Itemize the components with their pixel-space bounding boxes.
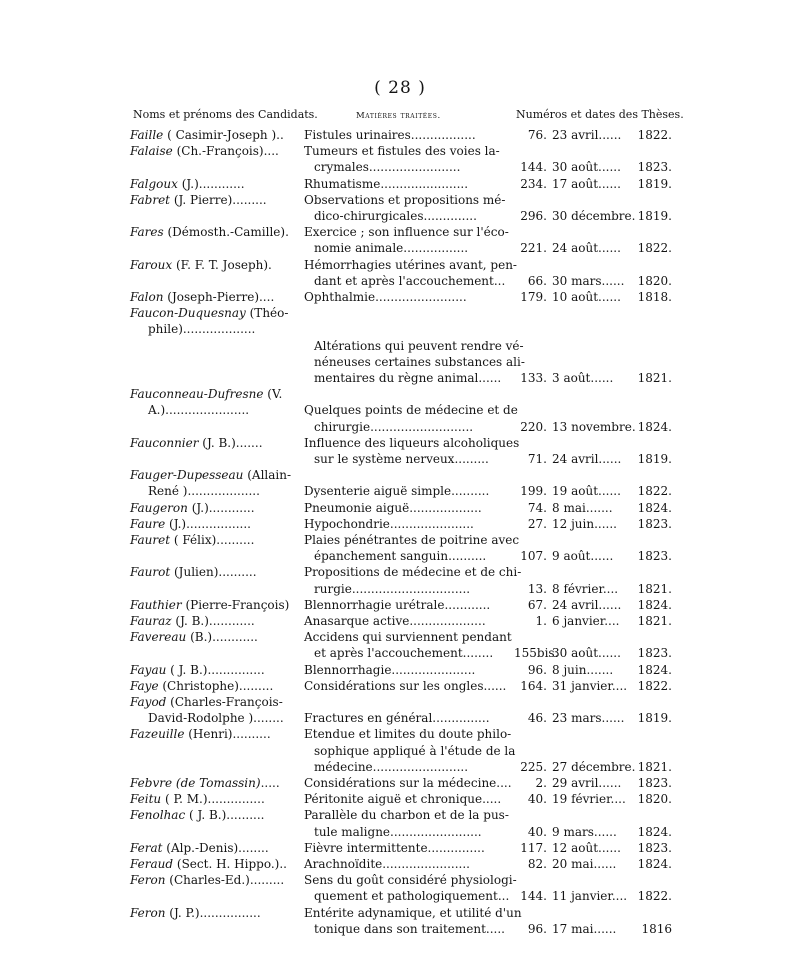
thesis-subject: dant et après l'accouchement... xyxy=(314,273,506,288)
candidate-name xyxy=(130,905,302,922)
thesis-number: 144. xyxy=(520,160,547,175)
thesis-subject: Influence des liqueurs alcoholiques xyxy=(304,435,520,450)
thesis-year: 1819. xyxy=(637,176,672,191)
thesis-subject: Hypochondrie...................... xyxy=(304,516,474,531)
thesis-number: 107. xyxy=(520,549,547,564)
candidate-given-names: (B.)............ xyxy=(186,630,258,645)
candidate-surname: Fauconneau-Dufresne xyxy=(130,387,264,402)
thesis-year: 1821. xyxy=(637,614,672,628)
thesis-year: 1824. xyxy=(637,597,672,612)
candidate-given-names: A.)...................... xyxy=(148,403,250,418)
thesis-subject: Blennorrhagie...................... xyxy=(304,662,476,677)
list-line xyxy=(0,824,800,841)
thesis-date: 10 août...... xyxy=(552,290,621,304)
thesis-number: 74. xyxy=(527,500,547,515)
thesis-year: 1823. xyxy=(637,160,672,175)
candidate-name xyxy=(130,678,302,695)
candidate-given-names: ( J. B.).......... xyxy=(185,808,265,823)
column-header-subjects: Matières traitées. xyxy=(356,111,441,121)
candidate-given-names: (Charles-Ed.)......... xyxy=(165,873,285,888)
thesis-date: 29 avril...... xyxy=(552,776,622,790)
thesis-subject: chirurgie........................... xyxy=(314,419,474,434)
thesis-year: 1821. xyxy=(637,759,672,774)
thesis-subject: tule maligne........................ xyxy=(314,824,482,839)
thesis-subject: Tumeurs et fistules des voies la- xyxy=(304,144,500,159)
thesis-date: 9 août...... xyxy=(552,549,614,564)
list-line xyxy=(0,354,800,371)
candidate-given-names: ( Casimir-Joseph ).. xyxy=(163,128,284,142)
list-line xyxy=(0,159,800,176)
candidate-surname: Fauconnier xyxy=(130,435,199,450)
candidate-surname: Fauger-Dupesseau xyxy=(130,468,244,483)
thesis-number: 220. xyxy=(520,419,547,434)
candidate-surname: Falgoux xyxy=(130,176,178,191)
candidate-name xyxy=(148,483,302,500)
thesis-subject: crymales........................ xyxy=(314,160,461,175)
candidate-surname: Fauraz xyxy=(130,614,172,628)
thesis-date: 8 mai....... xyxy=(552,500,613,515)
thesis-subject: néneuses certaines substances ali- xyxy=(314,354,525,369)
candidate-name xyxy=(130,726,302,743)
thesis-date: 30 août...... xyxy=(552,160,621,175)
thesis-subject: Accidens qui surviennent pendant xyxy=(304,630,512,645)
thesis-subject: Rhumatisme....................... xyxy=(304,176,469,191)
page-number: ( 28 ) xyxy=(374,78,426,98)
candidate-name xyxy=(130,143,302,160)
list-line xyxy=(0,516,800,533)
list-line xyxy=(0,743,800,760)
thesis-subject: Plaies pénétrantes de poitrine avec xyxy=(304,533,520,547)
thesis-date: 6 janvier.... xyxy=(552,614,620,628)
candidate-name xyxy=(130,613,302,630)
thesis-number: 117. xyxy=(520,840,547,855)
thesis-number: 144. xyxy=(520,889,547,904)
thesis-subject: épanchement sanguin.......... xyxy=(314,549,487,564)
candidate-given-names: (Joseph-Pierre).... xyxy=(163,290,275,304)
list-line xyxy=(0,694,800,711)
candidate-given-names: (F. F. T. Joseph). xyxy=(172,257,272,272)
candidate-name xyxy=(130,305,302,322)
thesis-number: 1. xyxy=(535,614,547,628)
thesis-year: 1824. xyxy=(637,419,672,434)
thesis-date: 8 juin....... xyxy=(552,662,614,677)
candidate-surname: Feraud xyxy=(130,857,174,871)
thesis-number: 40. xyxy=(527,824,547,839)
candidate-given-names: ( Félix).......... xyxy=(170,533,255,547)
list-line xyxy=(0,289,800,306)
thesis-date: 13 novembre. xyxy=(552,419,636,434)
list-line xyxy=(0,224,800,241)
thesis-subject: Hémorrhagies utérines avant, pen- xyxy=(304,257,517,272)
candidate-name xyxy=(130,467,302,484)
thesis-year: 1823. xyxy=(637,840,672,855)
candidate-surname: Faurot xyxy=(130,565,171,580)
candidate-name xyxy=(148,710,302,727)
thesis-date: 11 janvier.... xyxy=(552,889,628,904)
list-line xyxy=(0,662,800,679)
list-line xyxy=(0,370,800,387)
candidate-given-names: (J. B.)............ xyxy=(171,614,255,628)
candidate-surname: Fauthier xyxy=(130,597,182,612)
column-header-names: Noms et prénoms des Candidats. xyxy=(133,108,318,121)
thesis-year: 1823. xyxy=(637,516,672,531)
thesis-subject: Dysenterie aiguë simple.......... xyxy=(304,484,490,499)
candidate-name xyxy=(130,629,302,646)
candidate-name xyxy=(148,321,302,338)
candidate-given-names: (J. P.)................ xyxy=(165,905,261,920)
thesis-number: 46. xyxy=(527,711,547,726)
thesis-subject: Etendue et limites du doute philo- xyxy=(304,727,512,742)
thesis-subject: Fièvre intermittente............... xyxy=(304,840,485,855)
candidate-surname: Falon xyxy=(130,290,164,304)
thesis-subject: Considérations sur les ongles...... xyxy=(304,678,507,693)
thesis-subject: Blennorrhagie urétrale............ xyxy=(304,597,491,612)
candidate-given-names: (Sect. H. Hippo.).. xyxy=(173,857,287,871)
list-line xyxy=(0,386,800,403)
thesis-subject: Arachnoïdite....................... xyxy=(304,857,470,871)
candidate-name xyxy=(130,500,302,517)
candidate-given-names: (Théo- xyxy=(245,306,289,321)
thesis-subject: tonique dans son traitement..... xyxy=(314,921,505,936)
list-line xyxy=(0,500,800,517)
list-line xyxy=(0,872,800,889)
candidate-name xyxy=(130,532,302,549)
thesis-number: 40. xyxy=(527,792,547,807)
list-line xyxy=(0,240,800,257)
thesis-year: 1822. xyxy=(637,241,672,256)
thesis-number: 66. xyxy=(527,273,547,288)
thesis-subject: quement et pathologiquement... xyxy=(314,889,510,904)
thesis-subject: Anasarque active.................... xyxy=(304,614,486,628)
thesis-number: 179. xyxy=(520,290,547,304)
thesis-number: 96. xyxy=(527,921,547,936)
candidate-surname: Fazeuille xyxy=(130,727,185,742)
list-line xyxy=(0,192,800,209)
thesis-number: 67. xyxy=(527,597,547,612)
candidate-surname: Febvre (de Tomassin) xyxy=(130,776,261,790)
thesis-date: 8 février.... xyxy=(552,581,619,596)
candidate-given-names: (J. Pierre)......... xyxy=(170,192,267,207)
list-line xyxy=(0,921,800,938)
thesis-date: 3 août...... xyxy=(552,371,614,385)
candidate-surname: Falaise xyxy=(130,144,173,159)
thesis-date: 12 juin...... xyxy=(552,516,617,531)
thesis-subject: Observations et propositions mé- xyxy=(304,192,506,207)
thesis-year: 1816 xyxy=(641,921,672,936)
candidate-surname: Feitu xyxy=(130,792,162,807)
list-line xyxy=(0,888,800,905)
candidate-surname: Faucon-Duquesnay xyxy=(130,306,246,321)
candidate-name xyxy=(130,662,302,679)
list-line xyxy=(0,176,800,193)
thesis-subject: Entérite adynamique, et utilité d'un xyxy=(304,905,522,920)
list-line xyxy=(0,208,800,225)
candidate-surname: Favereau xyxy=(130,630,187,645)
thesis-year: 1823. xyxy=(637,646,672,661)
candidate-name xyxy=(130,791,302,808)
candidate-given-names: René )................... xyxy=(148,484,260,499)
thesis-year: 1821. xyxy=(637,371,672,385)
thesis-number: 199. xyxy=(520,484,547,499)
list-line xyxy=(0,791,800,808)
thesis-date: 24 avril...... xyxy=(552,452,622,466)
candidate-name xyxy=(130,807,302,824)
thesis-year: 1823. xyxy=(637,776,672,790)
list-line xyxy=(0,807,800,824)
thesis-year: 1822. xyxy=(637,484,672,499)
thesis-number: 234. xyxy=(520,176,547,191)
list-line xyxy=(0,402,800,419)
thesis-subject: dico-chirurgicales.............. xyxy=(314,209,477,223)
candidate-surname: Fayod xyxy=(130,695,167,709)
candidate-given-names: phile)................... xyxy=(148,322,256,337)
list-line xyxy=(0,273,800,290)
thesis-number: 225. xyxy=(520,759,547,774)
candidate-name xyxy=(130,694,302,711)
list-line xyxy=(0,548,800,565)
candidate-name xyxy=(130,597,302,614)
candidate-surname: Fares xyxy=(130,225,164,240)
candidate-given-names: ( P. M.)............... xyxy=(161,792,265,807)
thesis-year: 1824. xyxy=(637,500,672,515)
list-line xyxy=(0,451,800,468)
thesis-year: 1824. xyxy=(637,824,672,839)
list-line xyxy=(0,710,800,727)
thesis-subject: Fractures en général............... xyxy=(304,711,490,726)
candidate-name xyxy=(130,386,302,403)
thesis-date: 9 mars...... xyxy=(552,824,617,839)
thesis-date: 17 août...... xyxy=(552,176,621,191)
candidate-given-names: (Ch.-François).... xyxy=(172,144,279,159)
thesis-date: 24 avril...... xyxy=(552,597,622,612)
candidate-surname: Fabret xyxy=(130,192,171,207)
thesis-date: 17 mai...... xyxy=(552,921,617,936)
thesis-date: 27 décembre. xyxy=(552,759,636,774)
thesis-year: 1818. xyxy=(637,290,672,304)
candidate-surname: Faille xyxy=(130,128,164,142)
list-line xyxy=(0,645,800,662)
thesis-date: 31 janvier.... xyxy=(552,678,628,693)
thesis-subject: mentaires du règne animal...... xyxy=(314,371,502,385)
candidate-name xyxy=(130,564,302,581)
thesis-number: 2. xyxy=(535,776,547,790)
thesis-date: 20 mai...... xyxy=(552,857,617,871)
candidate-surname: Faroux xyxy=(130,257,173,272)
candidate-name xyxy=(130,289,302,306)
thesis-subject: Altérations qui peuvent rendre vé- xyxy=(314,338,524,353)
list-line xyxy=(0,905,800,922)
thesis-subject: Pneumonie aiguë................... xyxy=(304,500,482,515)
thesis-number: 13. xyxy=(527,581,547,596)
candidate-given-names: (Christophe)......... xyxy=(158,678,274,693)
list-line xyxy=(0,726,800,743)
list-line xyxy=(0,581,800,598)
candidate-name xyxy=(130,192,302,209)
list-line xyxy=(0,597,800,614)
candidate-surname: Faye xyxy=(130,678,159,693)
candidate-given-names: (Pierre-François) xyxy=(181,597,290,612)
candidate-given-names: (J. B.)....... xyxy=(198,435,263,450)
candidate-given-names: (Allain- xyxy=(243,468,292,483)
list-line xyxy=(0,483,800,500)
thesis-date: 19 février.... xyxy=(552,792,626,807)
candidate-surname: Fenolhac xyxy=(130,808,186,823)
thesis-number: 82. xyxy=(527,857,547,871)
list-line xyxy=(0,435,800,452)
candidate-given-names: (Alp.-Denis)........ xyxy=(162,840,269,855)
candidate-given-names: (Charles-François- xyxy=(166,695,283,709)
thesis-subject: sophique appliqué à l'étude de la xyxy=(314,743,516,758)
list-line xyxy=(0,467,800,484)
thesis-date: 23 avril...... xyxy=(552,128,622,142)
candidate-name xyxy=(130,224,302,241)
list-line xyxy=(0,775,800,792)
thesis-number: 96. xyxy=(527,662,547,677)
thesis-number: 27. xyxy=(527,516,547,531)
thesis-date: 30 décembre. xyxy=(552,209,636,223)
list-line xyxy=(0,759,800,776)
thesis-subject: Ophthalmie........................ xyxy=(304,290,467,304)
list-line xyxy=(0,305,800,322)
candidate-name xyxy=(130,872,302,889)
thesis-subject: rurgie............................... xyxy=(314,581,471,596)
thesis-year: 1820. xyxy=(637,792,672,807)
thesis-year: 1819. xyxy=(637,209,672,223)
thesis-date: 30 mars...... xyxy=(552,273,625,288)
candidate-name xyxy=(130,516,302,533)
column-header-numbers-dates: Numéros et dates des Thèses. xyxy=(516,108,684,121)
thesis-subject: nomie animale................. xyxy=(314,241,469,256)
thesis-date: 23 mars...... xyxy=(552,711,625,726)
list-line xyxy=(0,257,800,274)
list-line xyxy=(0,564,800,581)
thesis-number: 76. xyxy=(527,128,547,142)
thesis-subject: Considérations sur la médecine.... xyxy=(304,776,512,790)
thesis-number: 71. xyxy=(527,452,547,466)
list-line xyxy=(0,419,800,436)
thesis-subject: Propositions de médecine et de chi- xyxy=(304,565,522,580)
thesis-subject: Fistules urinaires................. xyxy=(304,128,476,142)
candidate-given-names: (V. xyxy=(263,387,283,402)
list-line xyxy=(0,613,800,630)
list-line xyxy=(0,143,800,160)
candidate-name xyxy=(130,856,302,873)
thesis-year: 1822. xyxy=(637,128,672,142)
thesis-year: 1823. xyxy=(637,549,672,564)
list-line xyxy=(0,678,800,695)
thesis-subject: Sens du goût considéré physiologi- xyxy=(304,873,517,888)
thesis-year: 1821. xyxy=(637,581,672,596)
thesis-year: 1820. xyxy=(637,273,672,288)
thesis-number: 221. xyxy=(520,241,547,256)
thesis-date: 24 août...... xyxy=(552,241,621,256)
candidate-name xyxy=(130,435,302,452)
candidate-given-names: (Démosth.-Camille). xyxy=(163,225,289,240)
candidate-given-names: David-Rodolphe )........ xyxy=(148,711,284,726)
candidate-surname: Faure xyxy=(130,516,166,531)
thesis-year: 1822. xyxy=(637,889,672,904)
thesis-subject: et après l'accouchement........ xyxy=(314,646,494,661)
list-line xyxy=(0,840,800,857)
candidate-name xyxy=(130,775,302,792)
thesis-subject: Quelques points de médecine et de xyxy=(304,403,518,418)
candidate-name xyxy=(148,402,302,419)
candidate-given-names: ( J. B.)............... xyxy=(166,662,265,677)
candidate-surname: Feron xyxy=(130,873,166,888)
thesis-subject: Péritonite aiguë et chronique..... xyxy=(304,792,502,807)
candidate-name xyxy=(130,176,302,193)
candidate-name xyxy=(130,127,302,144)
candidate-surname: Fayau xyxy=(130,662,167,677)
thesis-subject: Parallèle du charbon et de la pus- xyxy=(304,808,509,823)
candidate-given-names: (Henri).......... xyxy=(184,727,271,742)
candidate-surname: Fauret xyxy=(130,533,171,547)
thesis-number: 164. xyxy=(520,678,547,693)
thesis-number: 133. xyxy=(520,371,547,385)
candidate-given-names: (J.)............ xyxy=(177,176,245,191)
candidate-given-names: (J.)................. xyxy=(165,516,251,531)
thesis-subject: Exercice ; son influence sur l'éco- xyxy=(304,225,509,240)
thesis-year: 1819. xyxy=(637,452,672,466)
thesis-year: 1819. xyxy=(637,711,672,726)
candidate-given-names: (Julien).......... xyxy=(170,565,257,580)
thesis-subject: médecine......................... xyxy=(314,759,469,774)
thesis-date: 12 août...... xyxy=(552,840,621,855)
thesis-number: 155bis. xyxy=(514,646,559,661)
thesis-date: 30 août...... xyxy=(552,646,621,661)
thesis-year: 1824. xyxy=(637,662,672,677)
list-line xyxy=(0,856,800,873)
thesis-year: 1822. xyxy=(637,678,672,693)
list-line xyxy=(0,338,800,355)
candidate-name xyxy=(130,257,302,274)
thesis-year: 1824. xyxy=(637,857,672,871)
list-line xyxy=(0,532,800,549)
candidate-surname: Ferat xyxy=(130,840,163,855)
thesis-number: 296. xyxy=(520,209,547,223)
candidate-given-names: ..... xyxy=(260,776,280,790)
list-line xyxy=(0,629,800,646)
thesis-subject: sur le système nerveux......... xyxy=(314,452,489,466)
candidate-given-names: (J.)............ xyxy=(187,500,255,515)
list-line xyxy=(0,321,800,338)
candidate-surname: Faugeron xyxy=(130,500,188,515)
candidate-surname: Feron xyxy=(130,905,166,920)
thesis-date: 19 août...... xyxy=(552,484,621,499)
list-line xyxy=(0,127,800,144)
candidate-name xyxy=(130,840,302,857)
